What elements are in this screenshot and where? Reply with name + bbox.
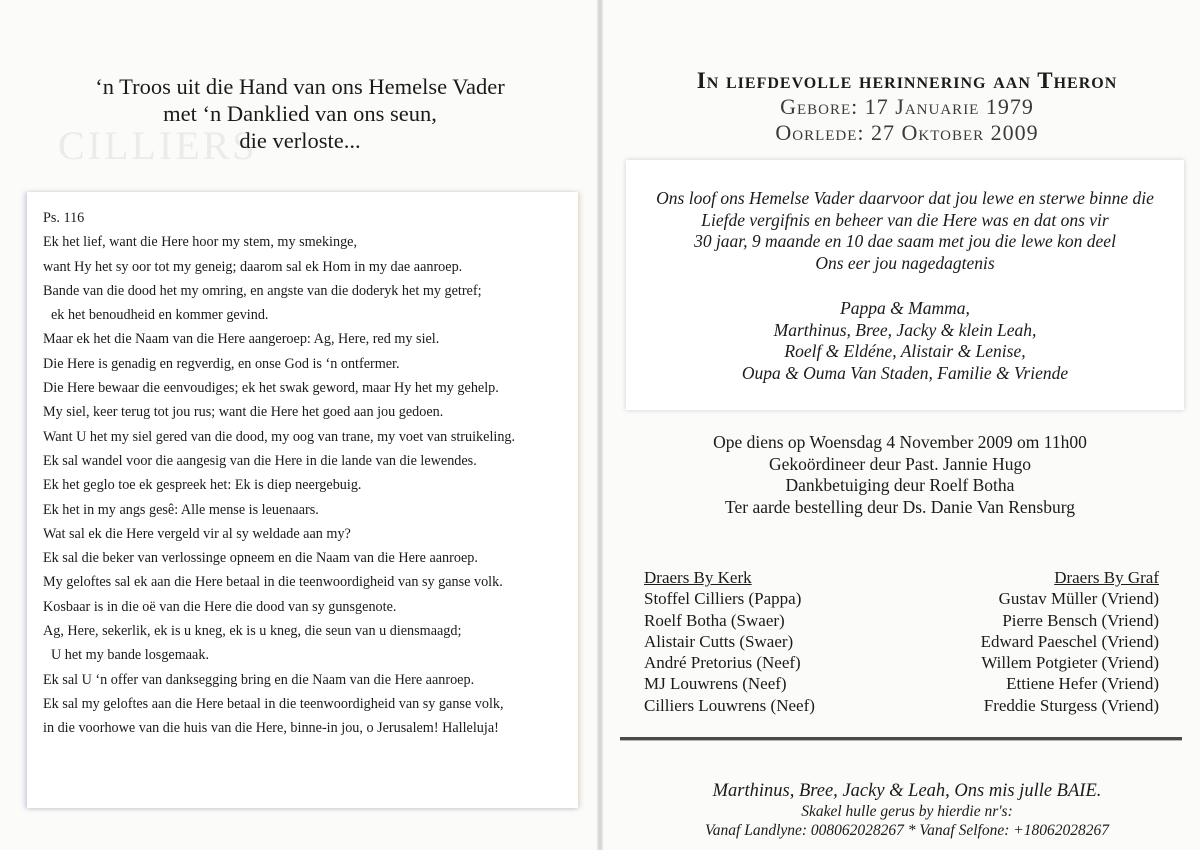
psalm-reference: Ps. 116 <box>43 210 85 226</box>
psalm-line: ek het benoudheid en kommer gevind. <box>51 307 269 324</box>
psalm-line: Die Here bewaar die eenvoudiges; ek het swak geword, maar Hy het my gehelp. <box>43 380 499 397</box>
footer-contact-intro: Skakel hulle gerus by hierdie nr's: <box>801 803 1013 820</box>
bearer-name: André Pretorius (Neef) <box>644 653 801 673</box>
psalm-card <box>27 192 578 808</box>
left-title-line: ‘n Troos uit die Hand van ons Hemelse Vader <box>95 74 505 99</box>
family-line: Pappa & Mamma, <box>840 298 970 318</box>
psalm-line: My geloftes sal ek aan die Here betaal in die teenwoordigheid van sy ganse volk. <box>43 574 503 591</box>
footer-contact <box>615 780 1199 840</box>
bearer-name: Cilliers Louwrens (Neef) <box>644 695 815 715</box>
family-line: Marthinus, Bree, Jacky & klein Leah, <box>773 319 1037 340</box>
psalm-line: Ek sal my geloftes aan die Here betaal in die teenwoordigheid van sy ganse volk, <box>43 695 504 712</box>
psalm-line: Wat sal ek die Here vergeld vir al sy weldade aan my? <box>43 525 351 542</box>
service-details <box>640 432 1160 518</box>
bearer-name: Stoffel Cilliers (Pappa) <box>644 589 802 609</box>
footer-phone-numbers: Vanaf Landlyne: 008062028267 * Vanaf Selfone: +18062028267 <box>705 822 1109 839</box>
bearers-grave-list <box>981 567 1159 716</box>
left-title-line: met ‘n Danklied van ons seun, <box>163 101 437 126</box>
left-title <box>40 73 560 154</box>
birth-date: Gebore: 17 Januarie 1979 <box>780 94 1034 119</box>
service-line: Dankbetuiging deur Roelf Botha <box>785 475 1015 495</box>
psalm-line: U het my bande losgemaak. <box>51 647 209 664</box>
psalm-line: Ek het geglo toe ek gespreek het: Ek is diep neergebuig. <box>43 477 362 494</box>
bearer-name: Roelf Botha (Swaer) <box>644 610 785 630</box>
bearers-church-list <box>644 567 815 716</box>
bearer-name: Pierre Bensch (Vriend) <box>1002 610 1159 630</box>
psalm-line: Ek het in my angs gesê: Alle mense is leuenaars. <box>43 501 319 518</box>
bearer-name: Gustav Müller (Vriend) <box>998 589 1159 609</box>
background-watermark: CILLIERS <box>58 123 258 168</box>
bearers-grave-heading: Draers By Graf <box>1054 568 1159 587</box>
psalm-line: Maar ek het die Naam van die Here aangeroep: Ag, Here, red my siel. <box>43 331 440 348</box>
service-line: Ope diens op Woensdag 4 November 2009 om 11h00 <box>713 432 1087 452</box>
death-date: Oorlede: 27 Oktober 2009 <box>775 120 1039 145</box>
psalm-line: Kosbaar is in die oë van die Here die dood van sy gunsgenote. <box>43 598 397 615</box>
bearers-church-heading: Draers By Kerk <box>644 568 752 587</box>
bearer-name: MJ Louwrens (Neef) <box>644 674 787 694</box>
family-signature <box>626 298 1184 384</box>
psalm-line: Ag, Here, sekerlik, ek is u kneg, ek is u kneg, die seun van u diensmaagd; <box>43 623 462 640</box>
tribute-line: Ons eer jou nagedagtenis <box>815 252 995 273</box>
left-title-line: die verloste... <box>239 128 361 153</box>
page-fold <box>597 0 603 850</box>
psalm-line: in die voorhowe van die huis van die Here, binne-in jou, o Jerusalem! Halleluja! <box>43 720 499 737</box>
bearer-name: Alistair Cutts (Swaer) <box>644 631 794 651</box>
tribute-line: Liefde vergifnis en beheer van die Here was en dat ons vir <box>701 209 1109 230</box>
bearer-name: Freddie Sturgess (Vriend) <box>983 695 1159 715</box>
psalm-text <box>43 206 515 741</box>
psalm-line: Want U het my siel gered van die dood, my oog van trane, my voet van struikeling. <box>43 428 516 445</box>
tribute-card <box>626 160 1184 410</box>
bearer-name: Willem Potgieter (Vriend) <box>981 653 1159 673</box>
bearer-name: Edward Paeschel (Vriend) <box>980 631 1159 651</box>
psalm-line: My siel, keer terug tot jou rus; want die Here het goed aan jou gedoen. <box>43 404 444 421</box>
psalm-line: Ek sal U ‘n offer van danksegging bring en die Naam van die Here aanroep. <box>43 671 475 688</box>
tribute-line: 30 jaar, 9 maande en 10 dae saam met jou die lewe kon deel <box>694 231 1116 252</box>
family-line: Roelf & Eldéne, Alistair & Lenise, <box>784 341 1026 362</box>
memorial-title: In liefdevolle herinnering aan Theron <box>696 68 1118 93</box>
section-divider <box>620 737 1182 740</box>
psalm-line: Ek het lief, want die Here hoor my stem, my smekinge, <box>43 234 358 251</box>
psalm-line: Ek sal die beker van verlossinge opneem en die Naam van die Here aanroep. <box>43 550 478 567</box>
psalm-line: want Hy het sy oor tot my geneig; daarom sal ek Hom in my dae aanroep. <box>43 258 463 275</box>
memorial-heading <box>615 68 1199 146</box>
footer-message: Marthinus, Bree, Jacky & Leah, Ons mis julle BAIE. <box>712 781 1102 801</box>
bearer-name: Ettiene Hefer (Vriend) <box>1006 674 1159 694</box>
psalm-line: Ek sal wandel voor die aangesig van die Here in die lande van die lewendes. <box>43 452 477 469</box>
psalm-line: Die Here is genadig en regverdig, en onse God is ‘n ontfermer. <box>43 355 400 372</box>
family-line: Oupa & Ouma Van Staden, Familie & Vriende <box>741 362 1069 383</box>
service-line: Gekoördineer deur Past. Jannie Hugo <box>769 453 1031 474</box>
tribute-text <box>626 188 1184 274</box>
psalm-line: Bande van die dood het my omring, en angste van die doderyk het my getref; <box>43 282 482 299</box>
tribute-line: Ons loof ons Hemelse Vader daarvoor dat jou lewe en sterwe binne die <box>656 188 1154 208</box>
service-line: Ter aarde bestelling deur Ds. Danie Van Rensburg <box>725 496 1075 517</box>
